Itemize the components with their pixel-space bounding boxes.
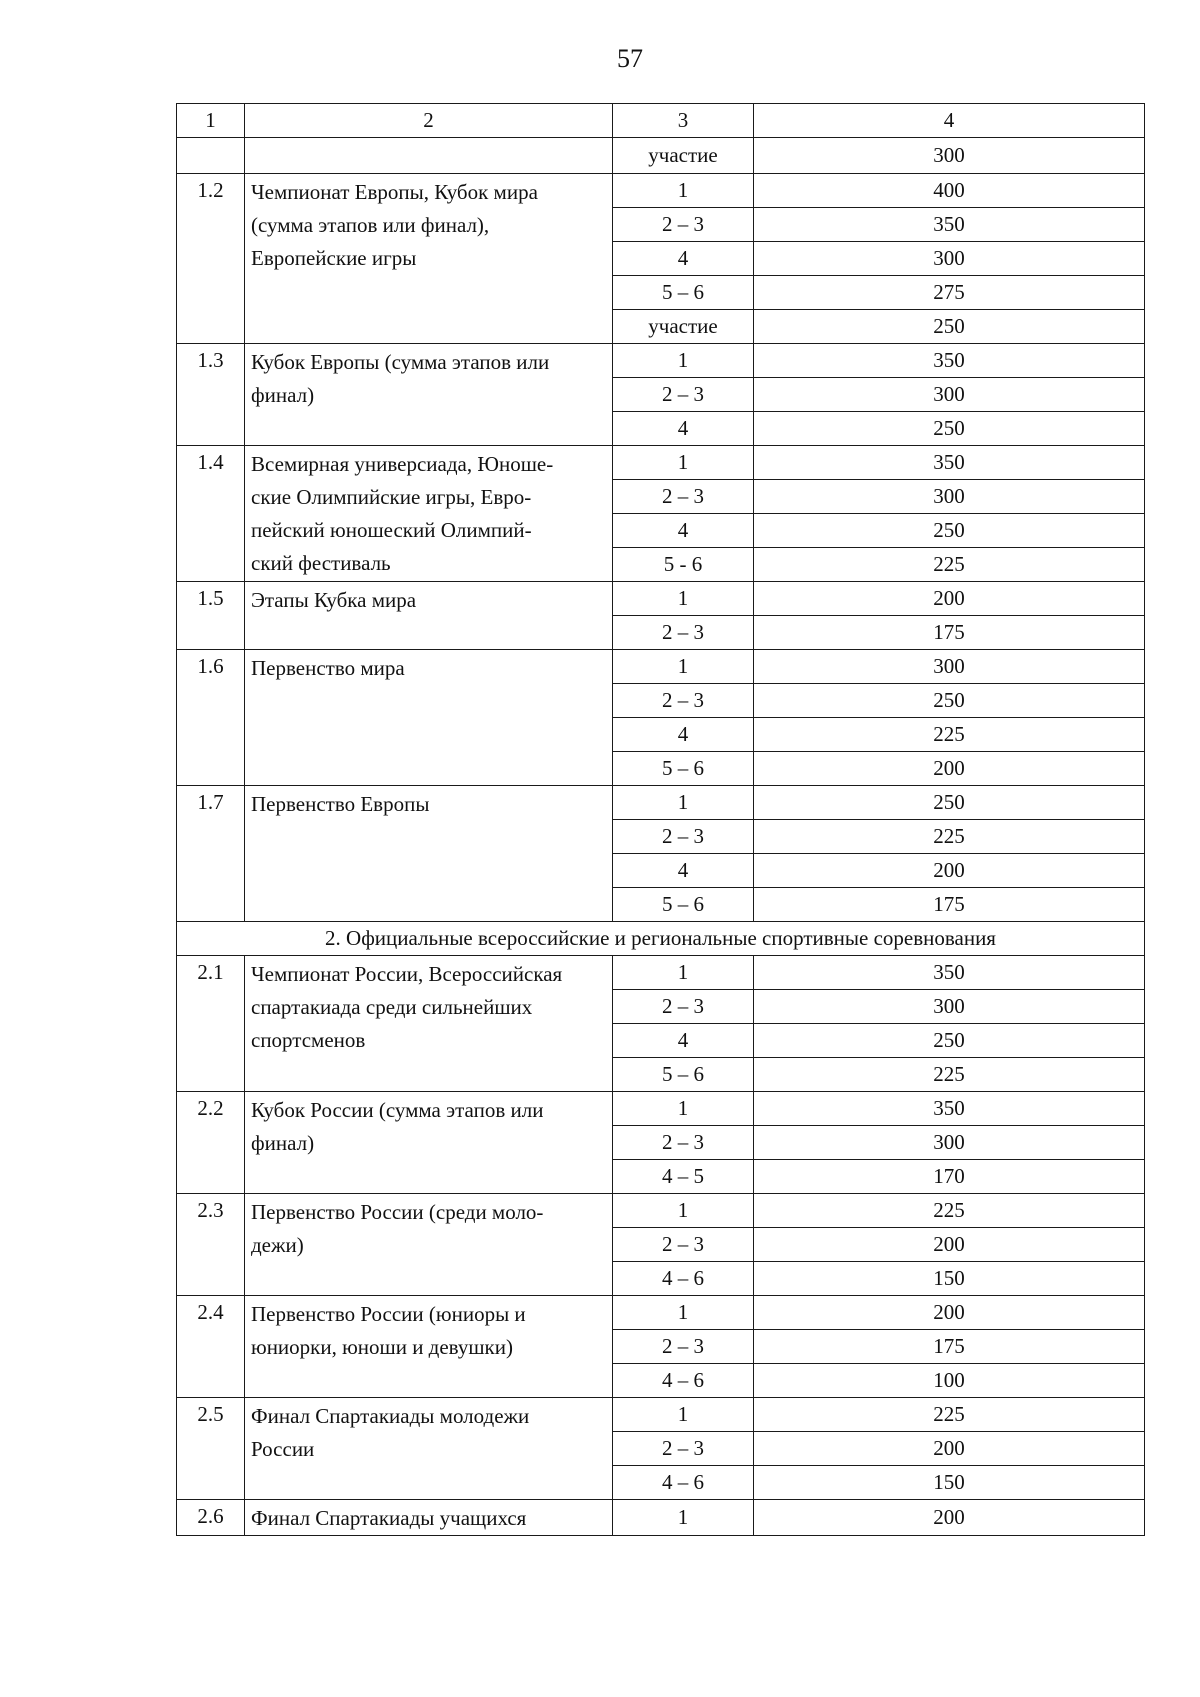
table-row	[177, 1500, 1145, 1536]
table-row	[177, 1296, 1145, 1330]
competition-name-cell: Этапы Кубка мира	[245, 582, 613, 650]
points-cell: 300	[754, 242, 1145, 276]
table-header-row	[177, 104, 1145, 138]
section-row	[177, 922, 1145, 956]
section-heading: 2. Официальные всероссийские и региональные спортивные соревнования	[177, 922, 1145, 956]
place-cell: 4 – 6	[613, 1466, 754, 1500]
place-cell: 5 – 6	[613, 888, 754, 922]
place-cell: 4 – 6	[613, 1262, 754, 1296]
points-cell: 225	[754, 718, 1145, 752]
points-cell: 350	[754, 956, 1145, 990]
points-cell: 200	[754, 1228, 1145, 1262]
competition-name-cell: Финал Спартакиады молодежи России	[245, 1398, 613, 1500]
points-cell: 300	[754, 990, 1145, 1024]
points-cell: 200	[754, 1296, 1145, 1330]
points-cell: 350	[754, 1092, 1145, 1126]
points-cell: 300	[754, 480, 1145, 514]
competition-name-cell: Всемирная универсиада, Юноше- ские Олимпийские игры, Евро- пейский юношеский Олимпий- ский фестиваль	[245, 446, 613, 582]
place-cell: 4	[613, 242, 754, 276]
place-cell: 2 – 3	[613, 1330, 754, 1364]
row-number-cell: 1.4	[177, 446, 245, 582]
place-cell: 4	[613, 514, 754, 548]
table-row	[177, 1194, 1145, 1228]
table-row	[177, 1398, 1145, 1432]
place-cell: 1	[613, 344, 754, 378]
points-cell: 250	[754, 514, 1145, 548]
table-row	[177, 174, 1145, 208]
points-cell: 250	[754, 412, 1145, 446]
header-cell: 3	[613, 104, 754, 138]
points-cell: 200	[754, 1500, 1145, 1536]
points-cell: 170	[754, 1160, 1145, 1194]
place-cell: 5 – 6	[613, 752, 754, 786]
place-cell: 2 – 3	[613, 378, 754, 412]
points-cell: 200	[754, 582, 1145, 616]
points-cell: 225	[754, 820, 1145, 854]
place-cell: 2 – 3	[613, 1126, 754, 1160]
competition-name-cell: Первенство мира	[245, 650, 613, 786]
row-number-cell: 2.5	[177, 1398, 245, 1500]
place-cell: 1	[613, 582, 754, 616]
table-row	[177, 344, 1145, 378]
table-row	[177, 786, 1145, 820]
place-cell: 1	[613, 1194, 754, 1228]
place-cell: 5 – 6	[613, 276, 754, 310]
row-number-cell: 1.7	[177, 786, 245, 922]
place-cell: 4	[613, 718, 754, 752]
points-cell: 150	[754, 1262, 1145, 1296]
place-cell: 4	[613, 412, 754, 446]
place-cell: 1	[613, 1500, 754, 1536]
place-cell: 4	[613, 854, 754, 888]
place-cell: 1	[613, 446, 754, 480]
table-row	[177, 1092, 1145, 1126]
points-cell: 350	[754, 344, 1145, 378]
competition-name-cell: Первенство России (среди моло- дежи)	[245, 1194, 613, 1296]
row-number-cell: 1.2	[177, 174, 245, 344]
points-cell: 225	[754, 1058, 1145, 1092]
points-cell: 350	[754, 208, 1145, 242]
competition-name-cell: Чемпионат Европы, Кубок мира (сумма этапов или финал), Европейские игры	[245, 174, 613, 344]
place-cell: 2 – 3	[613, 990, 754, 1024]
points-cell: 250	[754, 1024, 1145, 1058]
points-cell: 175	[754, 616, 1145, 650]
row-number-cell: 1.3	[177, 344, 245, 446]
header-cell: 1	[177, 104, 245, 138]
points-cell: 250	[754, 786, 1145, 820]
place-cell: 2 – 3	[613, 1432, 754, 1466]
points-table	[176, 103, 1145, 1536]
place-cell: 2 – 3	[613, 208, 754, 242]
place-cell: участие	[613, 310, 754, 344]
points-cell: 150	[754, 1466, 1145, 1500]
place-cell: 4	[613, 1024, 754, 1058]
place-cell: 1	[613, 1092, 754, 1126]
place-cell: 1	[613, 1296, 754, 1330]
points-cell: 300	[754, 378, 1145, 412]
place-cell: 2 – 3	[613, 820, 754, 854]
place-cell: 1	[613, 956, 754, 990]
row-number-cell: 1.6	[177, 650, 245, 786]
place-cell: 1	[613, 650, 754, 684]
points-cell: 225	[754, 1194, 1145, 1228]
table-row	[177, 650, 1145, 684]
place-cell: 4 – 5	[613, 1160, 754, 1194]
points-cell: 300	[754, 138, 1145, 174]
competition-name-cell: Кубок Европы (сумма этапов или финал)	[245, 344, 613, 446]
competition-name-cell: Кубок России (сумма этапов или финал)	[245, 1092, 613, 1194]
place-cell: 1	[613, 1398, 754, 1432]
row-number-cell: 2.4	[177, 1296, 245, 1398]
place-cell: 2 – 3	[613, 684, 754, 718]
table-row	[177, 956, 1145, 990]
place-cell: 2 – 3	[613, 616, 754, 650]
row-number-cell	[177, 138, 245, 174]
points-cell: 275	[754, 276, 1145, 310]
points-cell: 100	[754, 1364, 1145, 1398]
points-cell: 200	[754, 854, 1145, 888]
points-cell: 250	[754, 310, 1145, 344]
points-cell: 300	[754, 1126, 1145, 1160]
header-cell: 4	[754, 104, 1145, 138]
competition-name-cell: Чемпионат России, Всероссийская спартакиада среди сильнейших спортсменов	[245, 956, 613, 1092]
place-cell: 1	[613, 786, 754, 820]
place-cell: 2 – 3	[613, 480, 754, 514]
points-cell: 300	[754, 650, 1145, 684]
table-row	[177, 138, 1145, 174]
place-cell: 4 – 6	[613, 1364, 754, 1398]
competition-name-cell: Финал Спартакиады учащихся	[245, 1500, 613, 1536]
competition-name-cell	[245, 138, 613, 174]
points-cell: 175	[754, 888, 1145, 922]
row-number-cell: 1.5	[177, 582, 245, 650]
row-number-cell: 2.6	[177, 1500, 245, 1536]
competition-name-cell: Первенство России (юниоры и юниорки, юноши и девушки)	[245, 1296, 613, 1398]
competition-name-cell: Первенство Европы	[245, 786, 613, 922]
row-number-cell: 2.1	[177, 956, 245, 1092]
place-cell: 2 – 3	[613, 1228, 754, 1262]
points-cell: 175	[754, 1330, 1145, 1364]
table-row	[177, 446, 1145, 480]
header-cell: 2	[245, 104, 613, 138]
row-number-cell: 2.3	[177, 1194, 245, 1296]
points-cell: 225	[754, 548, 1145, 582]
table-row	[177, 582, 1145, 616]
row-number-cell: 2.2	[177, 1092, 245, 1194]
page-number: 57	[617, 44, 643, 73]
place-cell: 5 - 6	[613, 548, 754, 582]
points-cell: 400	[754, 174, 1145, 208]
points-cell: 250	[754, 684, 1145, 718]
points-cell: 200	[754, 752, 1145, 786]
place-cell: 5 – 6	[613, 1058, 754, 1092]
place-cell: 1	[613, 174, 754, 208]
points-cell: 225	[754, 1398, 1145, 1432]
place-cell: участие	[613, 138, 754, 174]
points-table-body	[177, 104, 1145, 1536]
points-cell: 350	[754, 446, 1145, 480]
points-cell: 200	[754, 1432, 1145, 1466]
